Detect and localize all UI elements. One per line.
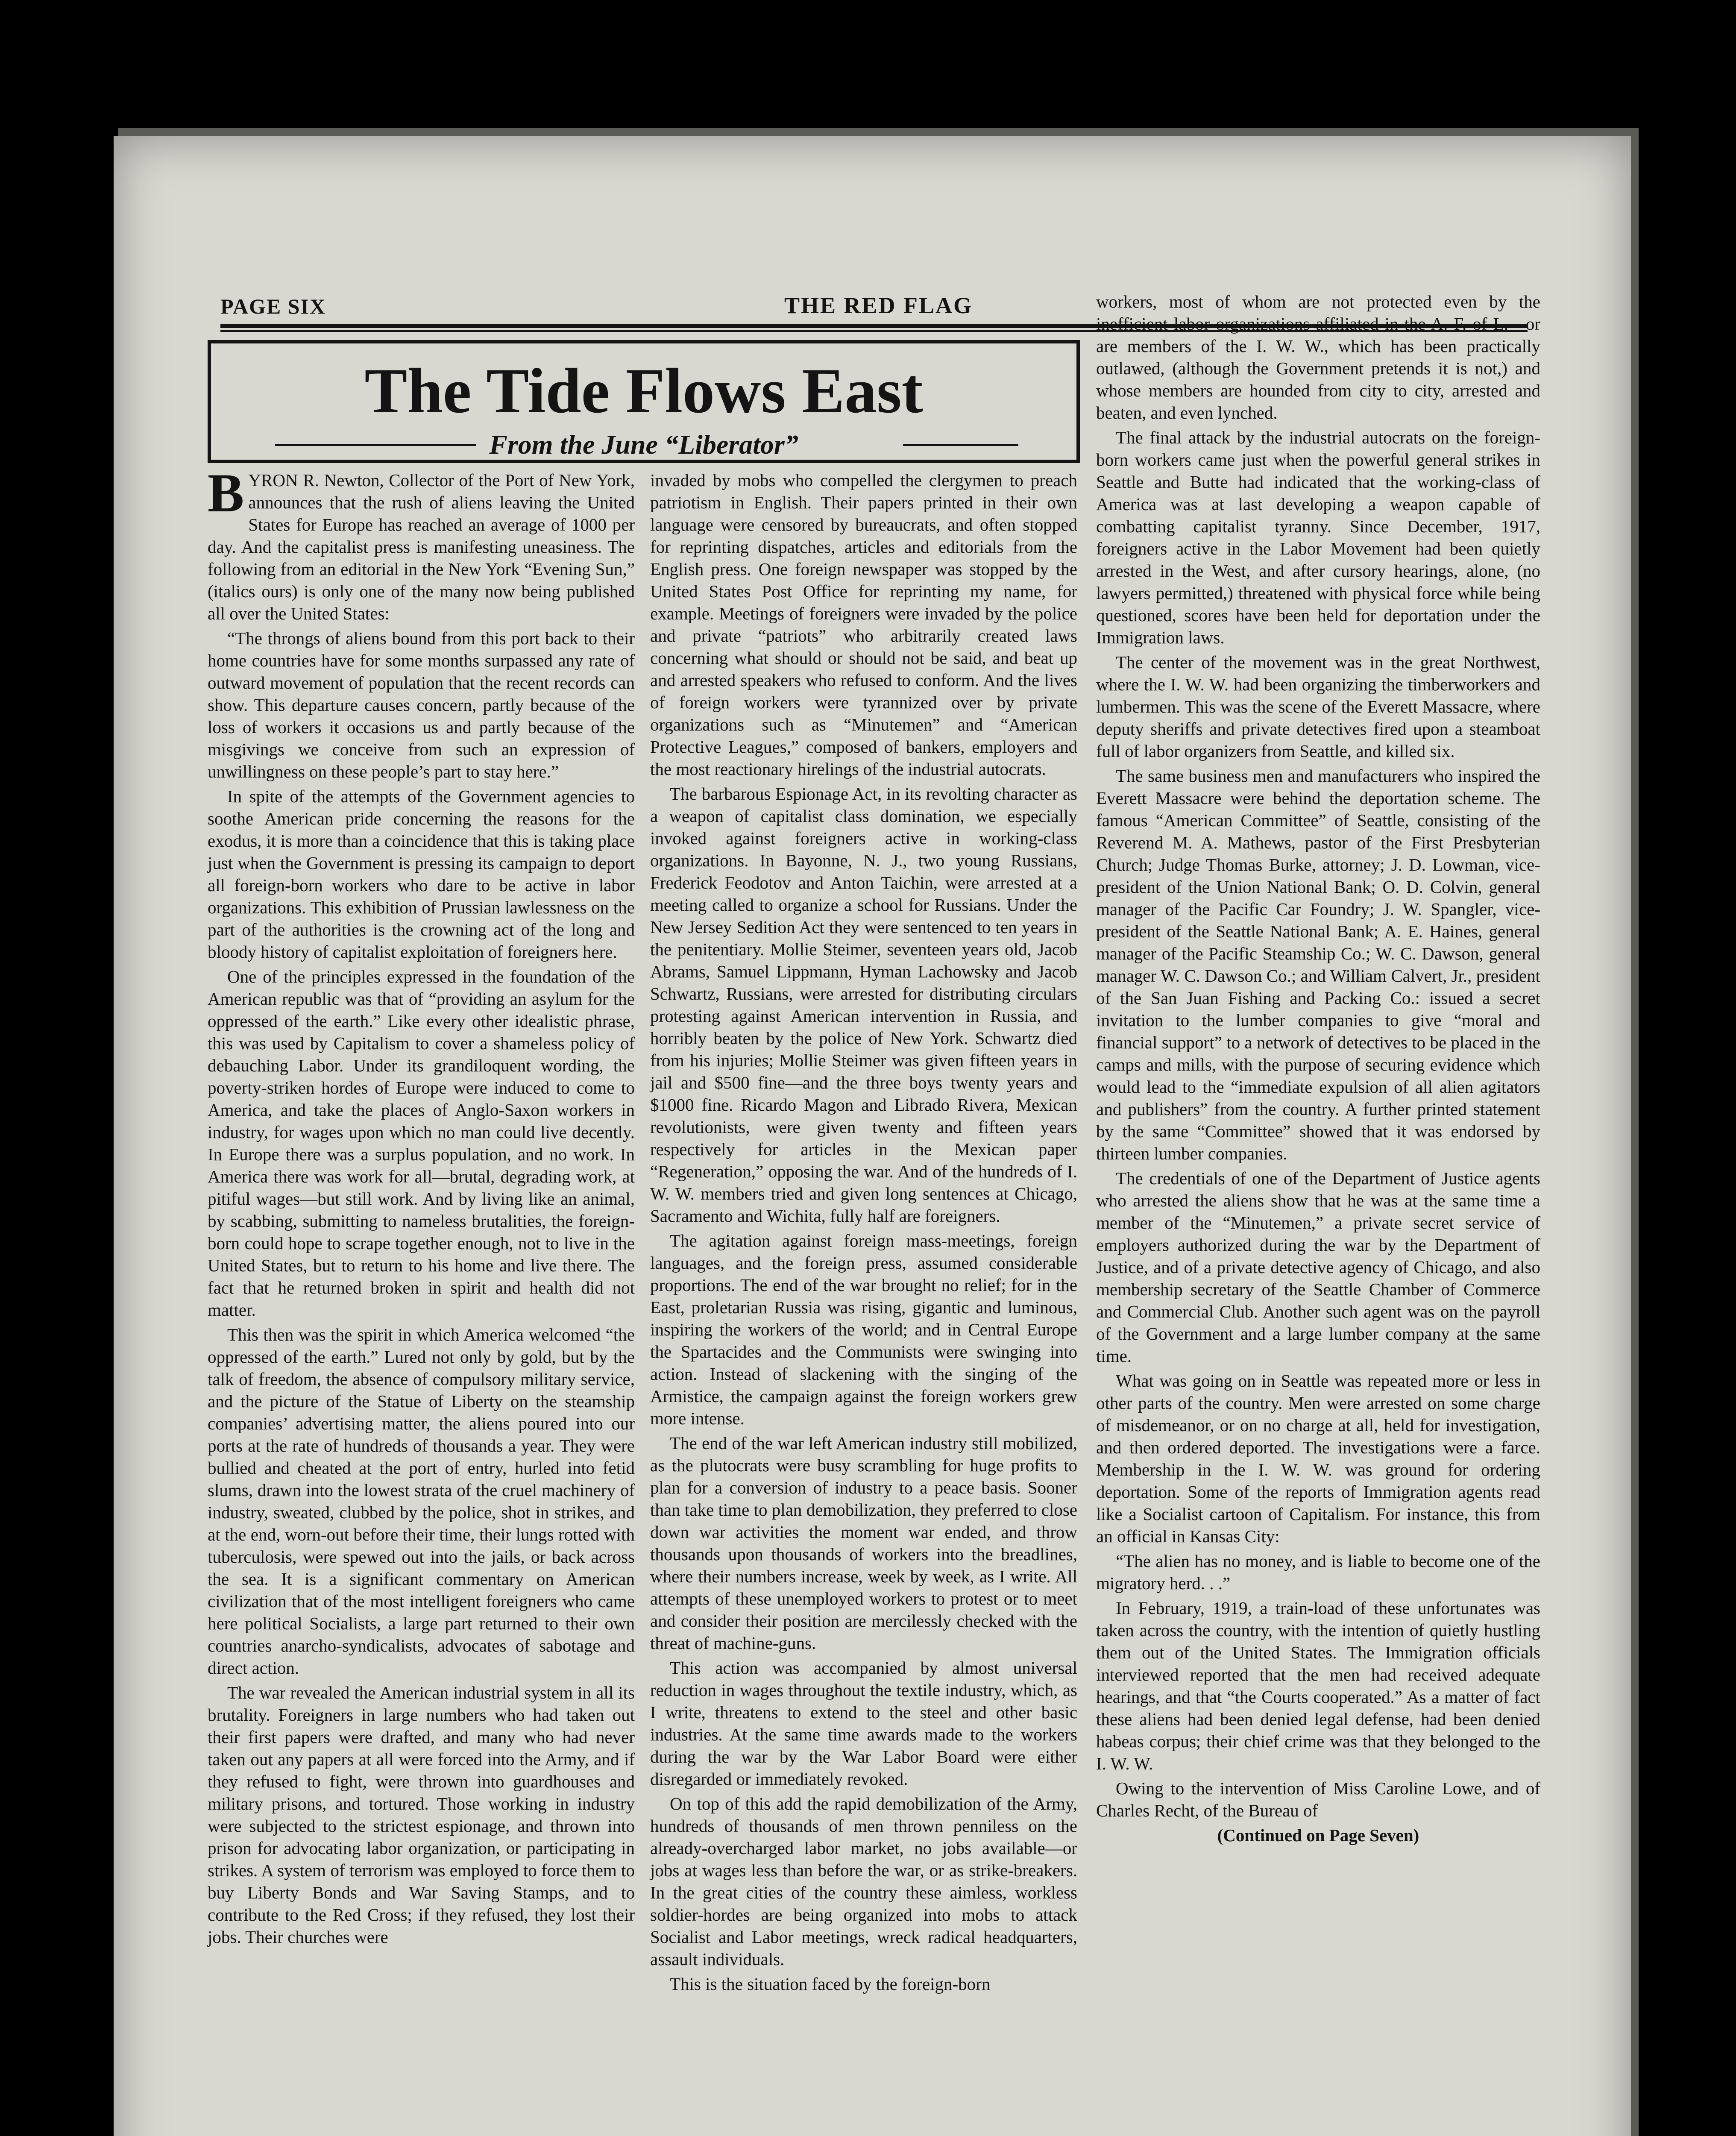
column-2 (650, 469, 1077, 1998)
paragraph: On top of this add the rapid demobilization of the Army, hundreds of thousands of men thrown penniless on the already-overcharged labor market, no jobs available—or jobs at wages less than before the war, or as strike-breakers. In the great cities of the country these aimless, workless soldier-hordes are being organized into mobs to attack Socialist and Labor meetings, wreck radical headquarters, assault individuals. (650, 1794, 1077, 1969)
paragraph: The final attack by the industrial autocrats on the foreign-born workers came just when the powerful general strikes in Seattle and Butte had indicated that the working-class of America was at last developing a weapon capable of combatting capitalist tyranny. Since December, 1917, foreigners active in the Labor Movement had been quietly arrested in the West, and after cursory hearings, alone, (no lawyers permitted,) threatened with physical force while being questioned, scores have been held for deportation under the Immigration laws. (1096, 428, 1540, 647)
paragraph: The same business men and manufacturers who inspired the Everett Massacre were behind the deportation scheme. The famous “American Committee” of Seattle, consisting of the Reverend M. A. Mathews, pastor of the First Presbyterian Church; Judge Thomas Burke, attorney; J. D. Lowman, vice-president of the Union National Bank; O. D. Colvin, general manager of the Pacific Car Foundry; J. W. Spangler, vice-president of the Seattle National Bank; A. E. Haines, general manager of the Pacific Steamship Co.; W. C. Dawson, general manager W. C. Dawson Co.; and William Calvert, Jr., president of the San Juan Fishing and Packing Co.: issued a secret invitation to the lumber companies to give “moral and financial support” to a network of detectives to be placed in the camps and mills, with the purpose of securing evidence which would lead to the “immediate expulsion of all alien agitators and publishers” from the country. A further printed statement by the same “Committee” showed that it was endorsed by thirteen lumber companies. (1096, 766, 1540, 1163)
headline-box (208, 340, 1080, 463)
paragraph: The credentials of one of the Department of Justice agents who arrested the aliens show that he was at the same time a member of the “Minutemen,” a private secret service of employers authorized during the war by the Department of Justice, and of a private detective agency of Chicago, and also membership secretary of the Seattle Chamber of Commerce and Commercial Club. Another such agent was on the payroll of the Government and a large lumber company at the same time. (1096, 1168, 1540, 1366)
column-1 (208, 463, 635, 1951)
article-headline: The Tide Flows East (364, 355, 923, 426)
subtitle-rule-right (903, 444, 1018, 446)
paragraph: The end of the war left American industry still mobilized, as the plutocrats were busy scrambling for huge profits to plan for a conversion of industry to a peace basis. Sooner than take time to plan demobilization, they preferred to close down war activities the moment war ended, and throw thousands upon thousands of workers into the breadlines, where their numbers increase, week by week, as I write. All attempts of these unemployed workers to protest or to meet and consider their position are mercilessly checked with the threat of machine-guns. (650, 1433, 1077, 1653)
paragraph: One of the principles expressed in the foundation of the American republic was that of “providing an asylum for the oppressed of the earth.” Like every other idealistic phrase, this was used by Capitalism to cover a shameless policy of debauching Labor. Under its grandiloquent wording, the poverty-striken hordes of Europe were induced to come to America, and take the places of Anglo-Saxon workers in industry, for wages upon which no man could live decently. In Europe there was a surplus population, and no work. In America there was work for all—brutal, degrading work, at pitiful wages—but still work. And by living like an animal, by scabbing, submitting to nameless brutalities, the foreign-born could hope to scrape together enough, not to live in the United States, but to return to his home and live there. The fact that he returned broken in spirit and health did not matter. (208, 967, 635, 1320)
paragraph: workers, most of whom are not protected even by the inefficient labor organizations affiliated in the A. F. of L.—or are members of the I. W. W., which has been practically outlawed, (although the Government pretends it is not,) and whose members are hounded from city to city, arrested and beaten, and even lynched. (1096, 292, 1540, 423)
paragraph: Owing to the intervention of Miss Caroline Lowe, and of Charles Recht, of the Bureau of (1096, 1778, 1540, 1820)
newspaper-name: THE RED FLAG (784, 293, 973, 318)
paragraph: This is the situation faced by the foreign-born (670, 1974, 991, 1994)
paragraph: BYRON R. Newton, Collector of the Port of New York, announces that the rush of aliens leaving the United States for Europe has reached an average of 1000 per day. And the capitalist press is manifesting uneasiness. The following from an editorial in the New York “Evening Sun,” (italics ours) is only one of the many now being published all over the United States: (208, 463, 635, 623)
column-3 (1096, 290, 1540, 1849)
paragraph: “The alien has no money, and is liable to become one of the migratory herd. . .” (1096, 1551, 1540, 1593)
paragraph: The center of the movement was in the great Northwest, where the I. W. W. had been organizing the timberworkers and lumbermen. This was the scene of the Everett Massacre, where deputy sheriffs and private detectives fired upon a steamboat full of labor organizers from Seattle, and killed six. (1096, 652, 1540, 761)
continued-note: (Continued on Page Seven) (1217, 1825, 1419, 1845)
paragraph: The barbarous Espionage Act, in its revolting character as a weapon of capitalist class domination, we especially invoked against foreigners active in working-class organizations. In Bayonne, N. J., two young Russians, Frederick Feodotov and Anton Taichin, were arrested at a meeting called to organize a school for Russians. Under the New Jersey Sedition Act they were sentenced to ten years in the penitentiary. Mollie Steimer, seventeen years old, Jacob Abrams, Samuel Lippmann, Hyman Lachowsky and Jacob Schwartz, Russians, were arrested for distributing circulars protesting against American intervention in Russia, and horribly beaten by the police of New York. Schwartz died from his injuries; Mollie Steimer was given fifteen years in jail and $500 fine—and the three boys twenty years and $1000 fine. Ricardo Magon and Librado Rivera, Mexican revolutionists, were given twenty and fifteen years respectively for articles in the Mexican paper “Regeneration,” opposing the war. And of the hundreds of I. W. W. members tried and given long sentences at Chicago, Sacramento and Wichita, fully half are foreigners. (650, 784, 1077, 1226)
paragraph: invaded by mobs who compelled the clergymen to preach patriotism in English. Their papers printed in their own language were censored by bureaucrats, and often stopped for reprinting dispatches, articles and editorials from the English press. One foreign newspaper was stopped by the United States Post Office for reprinting my name, for example. Meetings of foreigners were invaded by the police and private “patriots” who arbitrarily created laws concerning what should or should not be said, and beat up and arrested speakers who refused to conform. And the lives of foreign workers were tyrannized over by private organizations such as “Minutemen” and “American Protective Leagues,” composed of bankers, employers and the most reactionary hirelings of the industrial autocrats. (650, 470, 1077, 779)
page-number: PAGE SIX (220, 294, 326, 318)
paragraph: In February, 1919, a train-load of these unfortunates was taken across the country, with the intention of quietly hustling them out of the United States. The Immigration officials interviewed reported that the men had received adequate hearings, and that “the Courts cooperated.” As a matter of fact these aliens had been denied legal defense, had been denied habeas corpus; their chief crime was that they belonged to the I. W. W. (1096, 1598, 1540, 1773)
paragraph: The agitation against foreign mass-meetings, foreign languages, and the foreign press, assumed considerable proportions. The end of the war brought no relief; for in the East, proletarian Russia was rising, gigantic and luminous, inspiring the workers of the world; and in Central Europe the Spartacides and the Communists were swinging into action. Instead of slackening with the singing of the Armistice, the campaign against the foreign workers grew more intense. (650, 1231, 1077, 1428)
paragraph: In spite of the attempts of the Government agencies to soothe American pride concerning the reasons for the exodus, it is more than a coincidence that this is taking place just when the Government is pressing its campaign to deport all foreign-born workers who dare to be active in labor organizations. This exhibition of Prussian lawlessness on the part of the authorities is the crowning act of the long and bloody history of capitalist exploitation of foreigners here. (208, 786, 635, 962)
paragraph: What was going on in Seattle was repeated more or less in other parts of the country. Men were arrested on some charge of misdemeanor, or on no charge at all, held for investigation, and then ordered deported. The investigations were a farce. Membership in the I. W. W. was ground for ordering deportation. Some of the reports of Immigration agents read like a Socialist cartoon of Capitalism. For instance, this from an official in Kansas City: (1096, 1371, 1540, 1546)
paragraph: This action was accompanied by almost universal reduction in wages throughout the textile industry, which, as I write, threatens to extend to the steel and other basic industries. At the same time awards made to the workers during the war by the War Labor Board were either disregarded or immediately revoked. (650, 1658, 1077, 1789)
paragraph: “The throngs of aliens bound from this port back to their home countries have for some months surpassed any rate of outward movement of population that the recent records can show. This departure causes concern, partly because of the loss of workers it occasions us and partly because of the misgivings we conceive from such an expression of unwillingness on these people’s part to stay here.” (208, 628, 635, 781)
paragraph: The war revealed the American industrial system in all its brutality. Foreigners in large numbers who had taken out their first papers were drafted, and many who had never taken out any papers at all were forced into the Army, and if they refused to fight, were thrown into guardhouses and military prisons, and tortured. Those working in industry were subjected to the strictest espionage, and thrown into prison for advocating labor organization, or participating in strikes. A system of terrorism was employed to force them to buy Liberty Bonds and War Saving Stamps, and to contribute to the Red Cross; if they refused, they lost their jobs. Their churches were (208, 1683, 635, 1947)
drop-cap: B (208, 463, 244, 523)
article-subtitle: From the June “Liberator” (489, 429, 798, 460)
newspaper-page (114, 136, 1631, 2136)
paragraph: This then was the spirit in which America welcomed “the oppressed of the earth.” Lured not only by gold, but by the talk of freedom, the absence of compulsory military service, and the picture of the Statue of Liberty on the steamship companies’ advertising matter, the aliens poured into our ports at the rate of hundreds of thousands a year. They were bullied and cheated at the port of entry, hurled into fetid slums, drawn into the lowest strata of the cruel machinery of industry, sweated, clubbed by the police, shot in strikes, and at the end, worn-out before their time, their lungs rotted with tuberculosis, were spewed out into the jails, or back across the sea. It is a significant commentary on American civilization that of the most intelligent foreigners who came here political Socialists, a large part returned to their own countries anarcho-syndicalists, advocates of sabotage and direct action. (208, 1325, 635, 1678)
